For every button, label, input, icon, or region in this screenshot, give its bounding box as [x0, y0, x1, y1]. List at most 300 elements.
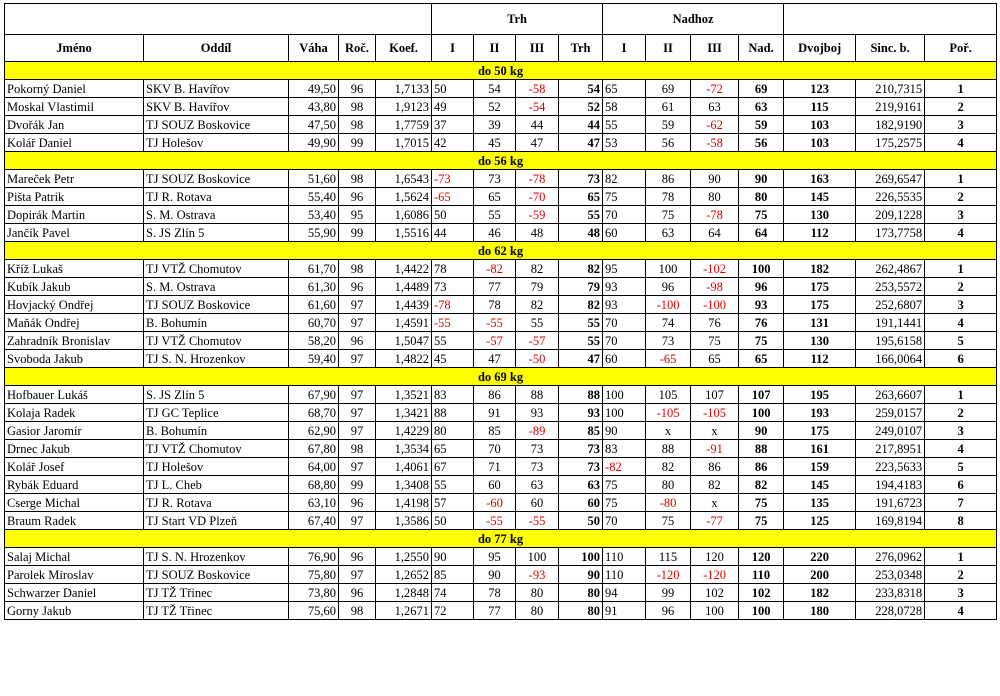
cell-club: B. Bohumín [144, 314, 289, 332]
cell-total: 130 [784, 332, 856, 350]
cell-coef: 1,3534 [376, 440, 432, 458]
cell-year: 96 [339, 278, 376, 296]
cell-total: 131 [784, 314, 856, 332]
cell-t3: 47 [516, 134, 559, 152]
cell-t1: 65 [432, 440, 474, 458]
cell-sinc: 191,6723 [856, 494, 925, 512]
cell-sinc: 253,0348 [856, 566, 925, 584]
cell-n3: -77 [691, 512, 739, 530]
cell-total: 112 [784, 350, 856, 368]
cell-club: S. M. Ostrava [144, 278, 289, 296]
cell-n1: 91 [603, 602, 646, 620]
cell-name: Kolář Josef [5, 458, 144, 476]
cell-sinc: 249,0107 [856, 422, 925, 440]
cell-trh: 93 [559, 404, 603, 422]
cell-trh: 44 [559, 116, 603, 134]
cell-t1: 88 [432, 404, 474, 422]
cell-sinc: 175,2575 [856, 134, 925, 152]
cell-name: Pokorný Daniel [5, 80, 144, 98]
cell-trh: 80 [559, 602, 603, 620]
cell-t2: 54 [474, 80, 516, 98]
cell-t2: 95 [474, 548, 516, 566]
table-row [5, 566, 997, 584]
table-row [5, 80, 997, 98]
cell-coef: 1,7015 [376, 134, 432, 152]
weight-category-title: do 69 kg [5, 368, 997, 386]
cell-t3: 80 [516, 584, 559, 602]
cell-nad: 96 [739, 278, 784, 296]
cell-n2: 74 [646, 314, 691, 332]
cell-coef: 1,7133 [376, 80, 432, 98]
cell-weight: 67,80 [289, 440, 339, 458]
cell-club: TJ SOUZ Boskovice [144, 566, 289, 584]
cell-n3: 86 [691, 458, 739, 476]
cell-trh: 55 [559, 332, 603, 350]
cell-coef: 1,5047 [376, 332, 432, 350]
cell-t1: 78 [432, 260, 474, 278]
cell-weight: 76,90 [289, 548, 339, 566]
cell-rank: 1 [925, 170, 997, 188]
cell-t2: 39 [474, 116, 516, 134]
cell-name: Dvořák Jan [5, 116, 144, 134]
header-blank [5, 4, 432, 35]
cell-sinc: 228,0728 [856, 602, 925, 620]
cell-year: 96 [339, 80, 376, 98]
cell-sinc: 166,0064 [856, 350, 925, 368]
cell-t1: 50 [432, 206, 474, 224]
cell-n1: 60 [603, 350, 646, 368]
cell-weight: 55,90 [289, 224, 339, 242]
cell-t3: 44 [516, 116, 559, 134]
cell-club: TJ Holešov [144, 458, 289, 476]
cell-n1: 75 [603, 476, 646, 494]
cell-rank: 1 [925, 260, 997, 278]
cell-weight: 49,90 [289, 134, 339, 152]
cell-coef: 1,4061 [376, 458, 432, 476]
cell-n3: 64 [691, 224, 739, 242]
cell-weight: 59,40 [289, 350, 339, 368]
cell-name: Svoboda Jakub [5, 350, 144, 368]
table-row [5, 386, 997, 404]
cell-name: Moskal Vlastimil [5, 98, 144, 116]
cell-t3: 79 [516, 278, 559, 296]
cell-t1: 83 [432, 386, 474, 404]
cell-sinc: 253,5572 [856, 278, 925, 296]
cell-rank: 1 [925, 80, 997, 98]
cell-year: 98 [339, 170, 376, 188]
cell-sinc: 195,6158 [856, 332, 925, 350]
cell-sinc: 276,0962 [856, 548, 925, 566]
cell-t2: 52 [474, 98, 516, 116]
cell-sinc: 210,7315 [856, 80, 925, 98]
cell-rank: 2 [925, 566, 997, 584]
cell-total: 161 [784, 440, 856, 458]
cell-rank: 5 [925, 458, 997, 476]
cell-rank: 7 [925, 494, 997, 512]
cell-club: TJ R. Rotava [144, 494, 289, 512]
cell-year: 99 [339, 224, 376, 242]
cell-coef: 1,4422 [376, 260, 432, 278]
header-row-groups [5, 4, 997, 35]
cell-club: TJ Start VD Plzeň [144, 512, 289, 530]
cell-nad: 80 [739, 188, 784, 206]
cell-n1: 90 [603, 422, 646, 440]
cell-n2: 63 [646, 224, 691, 242]
cell-t3: -59 [516, 206, 559, 224]
cell-t2: -55 [474, 512, 516, 530]
cell-n2: 80 [646, 476, 691, 494]
cell-trh: 100 [559, 548, 603, 566]
cell-coef: 1,2652 [376, 566, 432, 584]
cell-trh: 82 [559, 260, 603, 278]
cell-club: TJ VTŽ Chomutov [144, 440, 289, 458]
cell-name: Kolaja Radek [5, 404, 144, 422]
cell-sinc: 262,4867 [856, 260, 925, 278]
cell-n3: 107 [691, 386, 739, 404]
cell-n2: -65 [646, 350, 691, 368]
cell-nad: 120 [739, 548, 784, 566]
cell-weight: 43,80 [289, 98, 339, 116]
cell-t2: 86 [474, 386, 516, 404]
col-sinc-header: Sinc. b. [856, 35, 925, 62]
cell-n3: 65 [691, 350, 739, 368]
cell-sinc: 173,7758 [856, 224, 925, 242]
cell-n2: 69 [646, 80, 691, 98]
cell-t3: -50 [516, 350, 559, 368]
cell-coef: 1,4822 [376, 350, 432, 368]
cell-coef: 1,4198 [376, 494, 432, 512]
cell-weight: 68,70 [289, 404, 339, 422]
cell-sinc: 169,8194 [856, 512, 925, 530]
cell-n2: 88 [646, 440, 691, 458]
cell-rank: 2 [925, 278, 997, 296]
weight-category-title: do 56 kg [5, 152, 997, 170]
cell-rank: 4 [925, 440, 997, 458]
cell-t2: -82 [474, 260, 516, 278]
cell-n2: 115 [646, 548, 691, 566]
cell-name: Kříž Lukaš [5, 260, 144, 278]
cell-club: TJ SOUZ Boskovice [144, 296, 289, 314]
cell-trh: 55 [559, 314, 603, 332]
cell-t3: 82 [516, 260, 559, 278]
cell-total: 182 [784, 584, 856, 602]
cell-t1: 55 [432, 332, 474, 350]
cell-nad: 93 [739, 296, 784, 314]
cell-trh: 85 [559, 422, 603, 440]
cell-t3: 88 [516, 386, 559, 404]
cell-weight: 64,00 [289, 458, 339, 476]
cell-sinc: 219,9161 [856, 98, 925, 116]
cell-t3: -93 [516, 566, 559, 584]
cell-name: Hovjacký Ondřej [5, 296, 144, 314]
cell-n3: -78 [691, 206, 739, 224]
cell-coef: 1,5516 [376, 224, 432, 242]
cell-t2: 55 [474, 206, 516, 224]
table-row [5, 458, 997, 476]
cell-trh: 82 [559, 296, 603, 314]
cell-year: 99 [339, 134, 376, 152]
cell-coef: 1,2671 [376, 602, 432, 620]
table-row [5, 278, 997, 296]
cell-t2: 77 [474, 602, 516, 620]
cell-n1: 95 [603, 260, 646, 278]
cell-sinc: 209,1228 [856, 206, 925, 224]
cell-t3: 73 [516, 440, 559, 458]
cell-rank: 6 [925, 350, 997, 368]
cell-name: Schwarzer Daniel [5, 584, 144, 602]
cell-weight: 75,60 [289, 602, 339, 620]
cell-t3: -70 [516, 188, 559, 206]
cell-n3: 76 [691, 314, 739, 332]
cell-t3: 55 [516, 314, 559, 332]
cell-nad: 110 [739, 566, 784, 584]
cell-name: Jančík Pavel [5, 224, 144, 242]
cell-t2: 70 [474, 440, 516, 458]
cell-n2: 78 [646, 188, 691, 206]
cell-club: TJ R. Rotava [144, 188, 289, 206]
cell-n1: 83 [603, 440, 646, 458]
table-row [5, 602, 997, 620]
cell-weight: 51,60 [289, 170, 339, 188]
header-row-columns [5, 35, 997, 62]
cell-n1: 110 [603, 548, 646, 566]
results-body [5, 62, 997, 620]
cell-nad: 100 [739, 404, 784, 422]
col-nad-i-header: I [603, 35, 646, 62]
cell-trh: 54 [559, 80, 603, 98]
cell-total: 130 [784, 206, 856, 224]
cell-year: 97 [339, 422, 376, 440]
cell-trh: 50 [559, 512, 603, 530]
cell-t1: 50 [432, 512, 474, 530]
cell-rank: 3 [925, 296, 997, 314]
cell-t2: 91 [474, 404, 516, 422]
cell-t3: 48 [516, 224, 559, 242]
cell-name: Drnec Jakub [5, 440, 144, 458]
cell-name: Salaj Michal [5, 548, 144, 566]
cell-sinc: 226,5535 [856, 188, 925, 206]
col-nad-ii-header: II [646, 35, 691, 62]
cell-n1: 70 [603, 206, 646, 224]
cell-rank: 2 [925, 98, 997, 116]
cell-total: 180 [784, 602, 856, 620]
cell-nad: 90 [739, 170, 784, 188]
col-roc-header: Roč. [339, 35, 376, 62]
cell-club: B. Bohumín [144, 422, 289, 440]
cell-trh: 47 [559, 350, 603, 368]
cell-sinc: 252,6807 [856, 296, 925, 314]
cell-name: Mareček Petr [5, 170, 144, 188]
weight-category-row [5, 530, 997, 548]
cell-t1: 57 [432, 494, 474, 512]
cell-n2: 59 [646, 116, 691, 134]
cell-year: 97 [339, 314, 376, 332]
cell-coef: 1,4439 [376, 296, 432, 314]
cell-coef: 1,3521 [376, 386, 432, 404]
table-row [5, 116, 997, 134]
cell-t3: -58 [516, 80, 559, 98]
cell-rank: 4 [925, 314, 997, 332]
cell-n2: 99 [646, 584, 691, 602]
cell-weight: 61,30 [289, 278, 339, 296]
cell-n2: x [646, 422, 691, 440]
cell-t1: 67 [432, 458, 474, 476]
cell-n3: -100 [691, 296, 739, 314]
cell-nad: 88 [739, 440, 784, 458]
cell-t1: -55 [432, 314, 474, 332]
cell-club: TJ TŽ Třinec [144, 584, 289, 602]
cell-nad: 100 [739, 602, 784, 620]
cell-n3: x [691, 494, 739, 512]
cell-weight: 53,40 [289, 206, 339, 224]
cell-t1: 42 [432, 134, 474, 152]
cell-name: Pišta Patrik [5, 188, 144, 206]
cell-weight: 49,50 [289, 80, 339, 98]
cell-year: 96 [339, 188, 376, 206]
cell-nad: 76 [739, 314, 784, 332]
cell-sinc: 191,1441 [856, 314, 925, 332]
cell-club: TJ VTŽ Chomutov [144, 260, 289, 278]
table-row [5, 422, 997, 440]
weight-category-title: do 50 kg [5, 62, 997, 80]
cell-t2: -55 [474, 314, 516, 332]
cell-t1: 90 [432, 548, 474, 566]
cell-rank: 1 [925, 548, 997, 566]
cell-name: Hofbauer Lukáš [5, 386, 144, 404]
cell-coef: 1,9123 [376, 98, 432, 116]
cell-trh: 63 [559, 476, 603, 494]
cell-n3: -120 [691, 566, 739, 584]
cell-total: 145 [784, 188, 856, 206]
cell-total: 175 [784, 422, 856, 440]
cell-t1: 49 [432, 98, 474, 116]
cell-weight: 55,40 [289, 188, 339, 206]
cell-weight: 47,50 [289, 116, 339, 134]
cell-rank: 1 [925, 386, 997, 404]
cell-t1: 45 [432, 350, 474, 368]
cell-year: 96 [339, 494, 376, 512]
cell-n3: 80 [691, 188, 739, 206]
cell-total: 103 [784, 134, 856, 152]
cell-year: 98 [339, 260, 376, 278]
cell-rank: 3 [925, 422, 997, 440]
cell-t3: 63 [516, 476, 559, 494]
cell-t3: -55 [516, 512, 559, 530]
cell-nad: 75 [739, 512, 784, 530]
cell-n1: 110 [603, 566, 646, 584]
cell-nad: 56 [739, 134, 784, 152]
cell-trh: 48 [559, 224, 603, 242]
cell-weight: 62,90 [289, 422, 339, 440]
cell-year: 96 [339, 584, 376, 602]
results-table [4, 3, 997, 620]
cell-n3: 102 [691, 584, 739, 602]
cell-trh: 55 [559, 206, 603, 224]
header-group-trh: Trh [432, 4, 603, 35]
cell-trh: 88 [559, 386, 603, 404]
cell-trh: 73 [559, 458, 603, 476]
cell-total: 125 [784, 512, 856, 530]
cell-rank: 4 [925, 602, 997, 620]
cell-n1: 70 [603, 332, 646, 350]
cell-n2: 86 [646, 170, 691, 188]
cell-t1: -73 [432, 170, 474, 188]
cell-year: 97 [339, 404, 376, 422]
cell-rank: 5 [925, 332, 997, 350]
weight-category-title: do 77 kg [5, 530, 997, 548]
cell-sinc: 217,8951 [856, 440, 925, 458]
cell-rank: 3 [925, 584, 997, 602]
cell-weight: 75,80 [289, 566, 339, 584]
cell-n1: 58 [603, 98, 646, 116]
cell-t1: 74 [432, 584, 474, 602]
cell-t3: 100 [516, 548, 559, 566]
cell-t3: 80 [516, 602, 559, 620]
cell-t3: 73 [516, 458, 559, 476]
cell-rank: 4 [925, 224, 997, 242]
cell-name: Kolář Daniel [5, 134, 144, 152]
cell-t1: 50 [432, 80, 474, 98]
cell-t2: 90 [474, 566, 516, 584]
cell-n3: -58 [691, 134, 739, 152]
cell-nad: 75 [739, 494, 784, 512]
cell-club: TJ Holešov [144, 134, 289, 152]
table-row [5, 350, 997, 368]
cell-total: 145 [784, 476, 856, 494]
cell-coef: 1,4229 [376, 422, 432, 440]
cell-total: 175 [784, 278, 856, 296]
cell-year: 98 [339, 98, 376, 116]
cell-t2: 65 [474, 188, 516, 206]
cell-n2: 105 [646, 386, 691, 404]
cell-nad: 75 [739, 206, 784, 224]
cell-weight: 58,20 [289, 332, 339, 350]
cell-n3: 100 [691, 602, 739, 620]
cell-n3: -72 [691, 80, 739, 98]
col-por-header: Poř. [925, 35, 997, 62]
cell-club: TJ SOUZ Boskovice [144, 116, 289, 134]
cell-sinc: 259,0157 [856, 404, 925, 422]
col-dvojboj-header: Dvojboj [784, 35, 856, 62]
cell-sinc: 182,9190 [856, 116, 925, 134]
cell-name: Parolek Miroslav [5, 566, 144, 584]
cell-year: 97 [339, 386, 376, 404]
cell-total: 103 [784, 116, 856, 134]
cell-t3: 93 [516, 404, 559, 422]
cell-n1: 55 [603, 116, 646, 134]
cell-nad: 63 [739, 98, 784, 116]
cell-trh: 80 [559, 584, 603, 602]
cell-t3: -54 [516, 98, 559, 116]
cell-year: 96 [339, 332, 376, 350]
cell-name: Gorny Jakub [5, 602, 144, 620]
cell-n2: -80 [646, 494, 691, 512]
cell-coef: 1,2848 [376, 584, 432, 602]
cell-t3: -57 [516, 332, 559, 350]
table-row [5, 98, 997, 116]
cell-nad: 82 [739, 476, 784, 494]
cell-trh: 60 [559, 494, 603, 512]
table-row [5, 404, 997, 422]
cell-club: TJ S. N. Hrozenkov [144, 350, 289, 368]
cell-name: Maňák Ondřej [5, 314, 144, 332]
cell-weight: 67,90 [289, 386, 339, 404]
cell-t2: -60 [474, 494, 516, 512]
cell-total: 193 [784, 404, 856, 422]
cell-nad: 100 [739, 260, 784, 278]
cell-club: S. JS Zlín 5 [144, 224, 289, 242]
cell-club: TJ L. Cheb [144, 476, 289, 494]
